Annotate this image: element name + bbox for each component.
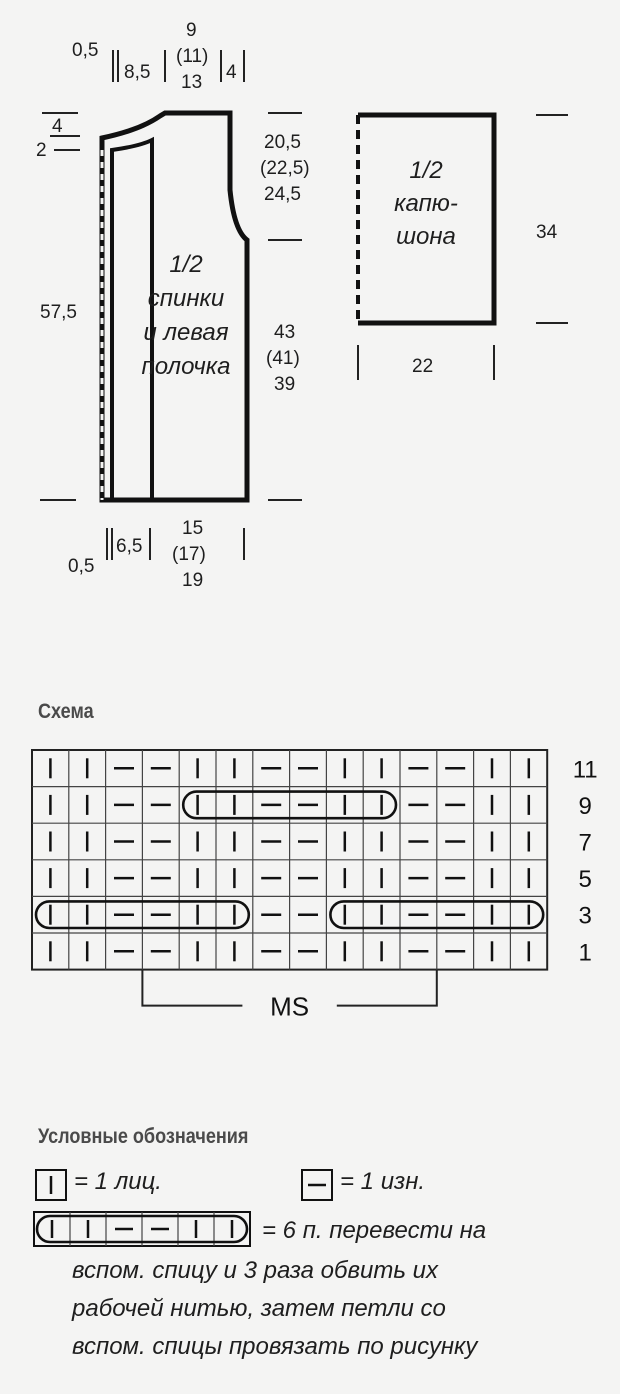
legend-cable-text-1: = 6 п. перевести на xyxy=(262,1217,487,1244)
legend-knit-symbol xyxy=(36,1170,66,1200)
pattern-schematic xyxy=(36,20,568,591)
dim-top-4: 4 xyxy=(226,62,237,83)
legend-knit-text: = 1 лиц. xyxy=(74,1168,162,1195)
dim-bottom-4: (17) xyxy=(172,544,206,565)
stitch-chart xyxy=(32,750,598,1022)
body-label-4: полочка xyxy=(141,353,231,380)
legend-cable-text-2: вспом. спицу и 3 раза обвить их xyxy=(72,1257,439,1284)
dim-right-2: (22,5) xyxy=(260,158,310,179)
dim-top-2: 8,5 xyxy=(124,62,151,83)
dim-right-3: 24,5 xyxy=(264,184,301,205)
row-number: 3 xyxy=(578,902,592,930)
hood-outline xyxy=(358,115,494,323)
body-label-3: и левая xyxy=(143,319,229,346)
row-number: 5 xyxy=(578,866,592,894)
hood-height-label: 34 xyxy=(536,222,558,243)
dim-left-2: 2 xyxy=(36,140,47,161)
dimension-ticks xyxy=(40,50,568,560)
legend-title: Условные обозначения xyxy=(38,1125,249,1148)
hood-label-3: шона xyxy=(396,223,456,250)
hood-label-2: капю- xyxy=(394,190,458,217)
legend-cable-symbol xyxy=(34,1212,250,1246)
dim-bottom-1: 0,5 xyxy=(68,556,95,577)
dim-bottom-3: 15 xyxy=(182,518,204,539)
hood-width-label: 22 xyxy=(412,356,434,377)
row-number: 7 xyxy=(578,829,592,857)
legend-cable-text-3: рабочей нитью, затем петли со xyxy=(72,1295,446,1322)
dim-top-3a: 9 xyxy=(186,20,197,41)
body-label-2: спинки xyxy=(147,285,225,312)
legend-cable-text-4: вспом. спицы провязать по рисунку xyxy=(72,1333,478,1360)
legend-purl-text: = 1 изн. xyxy=(340,1168,426,1195)
dim-right-5: (41) xyxy=(266,348,300,369)
dim-left-3: 57,5 xyxy=(40,302,77,323)
dim-right-6: 39 xyxy=(274,374,296,395)
dim-top-1: 0,5 xyxy=(72,40,99,61)
dimension-labels xyxy=(36,20,558,591)
dim-top-3c: 13 xyxy=(181,72,203,93)
dim-top-3b: (11) xyxy=(176,46,209,67)
hood-piece xyxy=(358,115,494,323)
chart-title: Схема xyxy=(38,700,94,723)
dim-left-1: 4 xyxy=(52,116,63,137)
repeat-label: MS xyxy=(270,991,310,1022)
hood-label-1: 1/2 xyxy=(409,157,443,184)
row-number: 11 xyxy=(572,756,598,784)
body-label-1: 1/2 xyxy=(169,251,203,278)
row-number: 1 xyxy=(578,939,592,967)
dim-right-1: 20,5 xyxy=(264,132,301,153)
dim-bottom-2: 6,5 xyxy=(116,536,143,557)
dim-right-4: 43 xyxy=(274,322,296,343)
legend-purl-symbol xyxy=(302,1170,332,1200)
row-number: 9 xyxy=(578,792,592,820)
dim-bottom-5: 19 xyxy=(182,570,204,591)
